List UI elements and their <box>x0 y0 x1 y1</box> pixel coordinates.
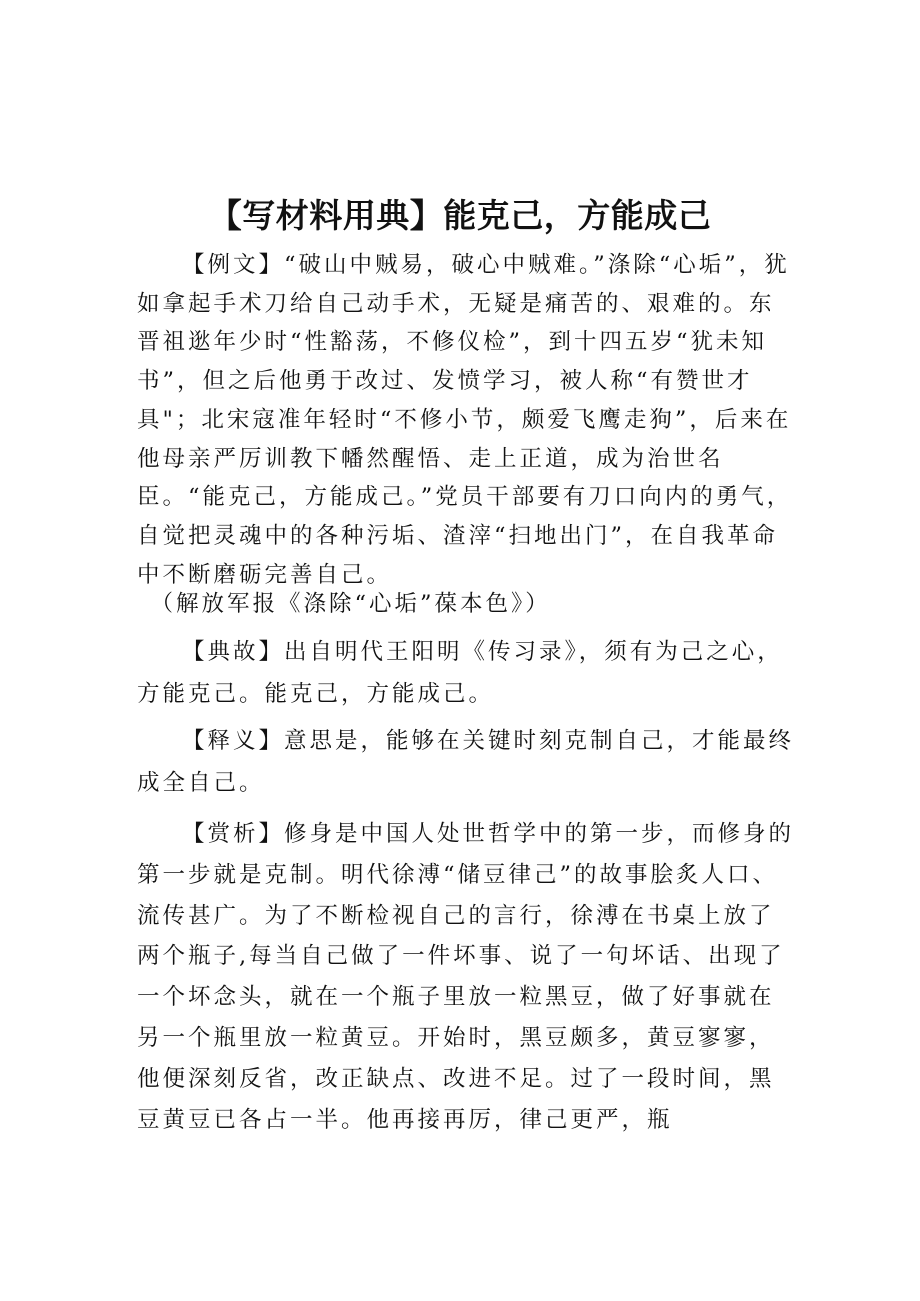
allusion-paragraph: 【典故】出自明代王阳明《传习录》，须有为己之心，方能克己。能克己，方能成己。 <box>137 639 783 707</box>
analysis-paragraph: 【赏析】修身是中国人处世哲学中的第一步，而修身的第一步就是克制。明代徐溥“储豆律己”的故事脍炙人口、流传甚广。为了不断检视自己的言行，徐溥在书桌上放了两个瓶子,每当自己做了一件坏事、说了一句坏话、出现了一个坏念头，就在一个瓶子里放一粒黑豆，做了好事就在另一个瓶里放一粒黄豆。开始时，黑豆颇多，黄豆寥寥，他便深刻反省，改正缺点、改进不足。过了一段时间，黑豆黄豆已各占一半。他再接再厉，律己更严，瓶 <box>137 821 795 1133</box>
meaning-paragraph: 【释义】意思是，能够在关键时刻克制自己，才能最终成全自己。 <box>137 728 795 796</box>
example-paragraph: 【例文】“破山中贼易，破心中贼难。”涤除“心垢”，犹如拿起手术刀给自己动手术，无疑是痛苦的、艰难的。东晋祖逖年少时“性豁荡，不修仪检”，到十四五岁“犹未知书”，但之后他勇于改过、发愤学习，被人称“有赞世才具"；北宋寇准年轻时“不修小节，颇爱飞鹰走狗”，后来在他母亲严厉训教下幡然醒悟、走上正道，成为治世名臣。“能克己，方能成己。”党员干部要有刀口向内的勇气，自觉把灵魂中的各种污垢、渣滓“扫地出门”，在自我革命中不断磨砺完善自己。 <box>137 252 793 588</box>
source-citation: （解放军报《涤除“心垢”葆本色》） <box>150 591 551 617</box>
document-title: 【写材料用典】能克己，方能成己 <box>208 196 712 235</box>
